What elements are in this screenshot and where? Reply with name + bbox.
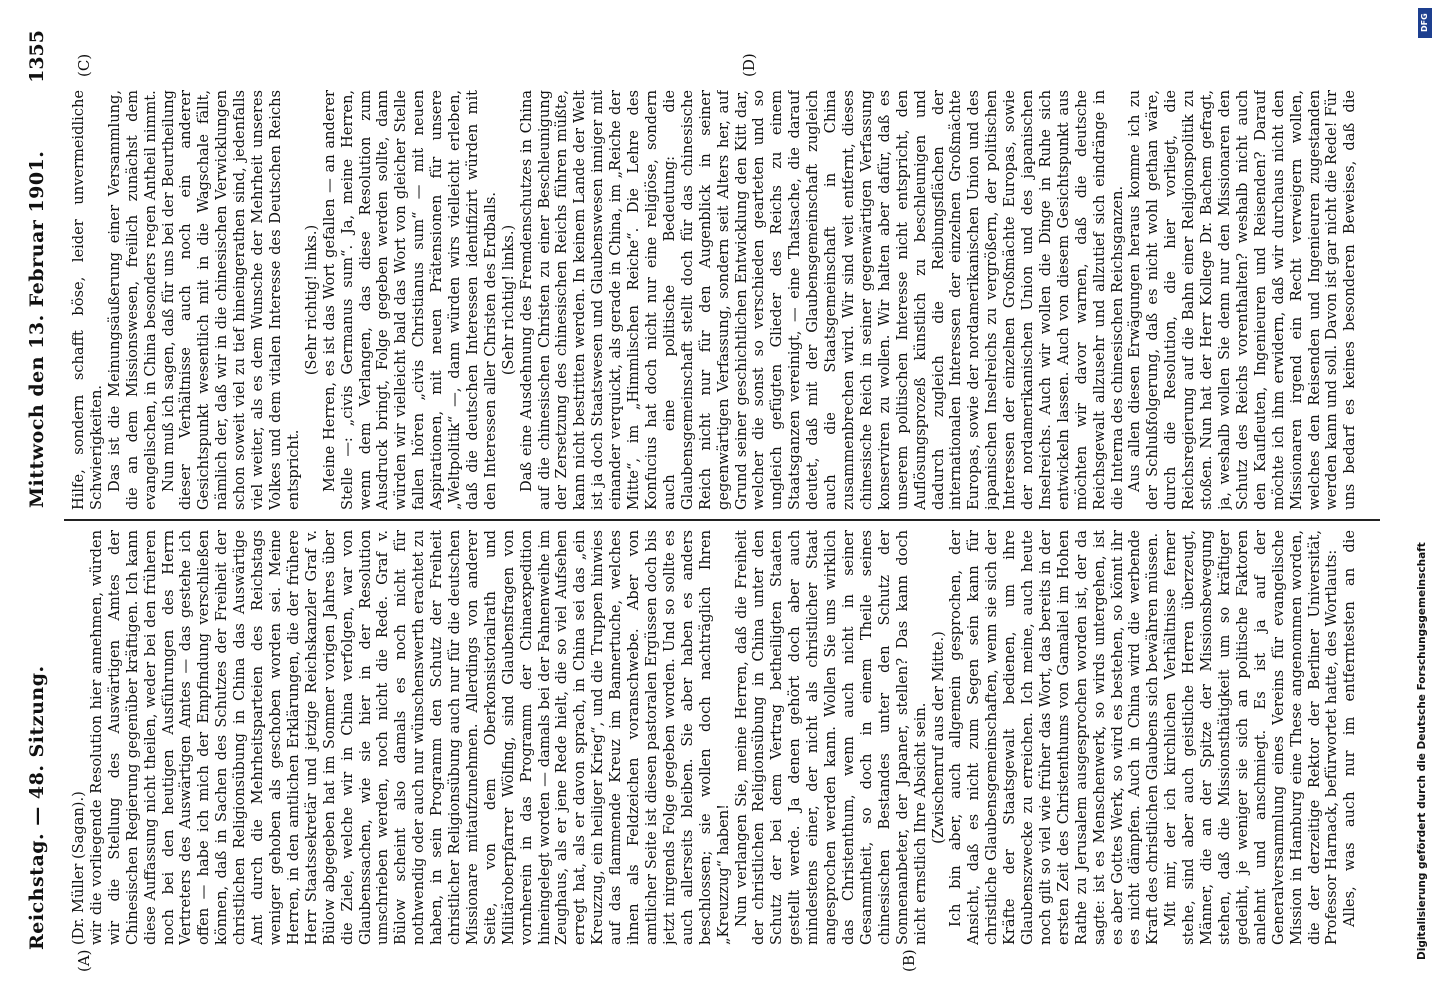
digitization-credit (1416, 20, 1432, 980)
rotated-page (20, 20, 1380, 980)
interjection: (Zwischenruf aus der Mitte.) (929, 631, 947, 844)
margin-marker-c: (C) (75, 53, 93, 77)
paragraph: Ich bin aber, auch allgemein gesprochen, der Ansicht, daß es nicht zum Segen sein kann für christliche Glaubensgemeinschaften, wenn sie sich der Kräfte der Staatsgewalt bedienen, um ihre Glaubenszwecke zu erreichen. Ich meine, auch heute noch gilt so viel wie früher das Wort, das bereits in der ersten Zeit des Christenthums von Gamaliel im Hohen Rathe zu Jerusalem ausgesprochen worden ist, der da sagte: ist es Menschenwerk, so wirds untergehen, ist es aber Gottes Werk, so wird es bestehen, so könnt ihr es nicht dämpfen. Auch in China wird die werbende Kraft des christlichen Glaubens sich bewähren müssen. (947, 530, 1162, 945)
paragraph: Nun muß ich sagen, daß für uns bei der Beurtheilung dieser Verhältnisse auch noch ein anderer Gesichtspunkt wesentlich mit in die Wagschale fällt, nämlich der, daß wir in die chinesischen Verwicklungen schon soweit viel zu tief hineingerathen sind, jedenfalls viel weiter, als es dem Wunsche der Mehrheit unseres Volkes und dem vitalen Interesse des Deutschen Reichs entspricht. (159, 90, 302, 510)
margin-marker-a: (A) (75, 949, 93, 972)
margin-marker-b: (B) (900, 949, 918, 972)
column-divider (64, 519, 1380, 521)
page-header (20, 20, 60, 980)
paragraph: Aus allen diesen Erwägungen heraus komme ich zu der Schlußfolgerung, daß es nicht wohl gethan wäre, durch die Resolution, die hier vorliegt, die Reichsregierung auf die Bahn einer Religionspolitik zu stoßen. Nun hat der Herr Kollege Dr. Bachem gefragt, ja, weshalb wollen Sie denn nur den Missionaren den Schutz des Reichs vorenthalten? weshalb nicht auch den Kaufleuten, Ingenieuren und Reisenden? Darauf möchte ich ihm erwidern, daß wir durchaus nicht den Missionaren irgend ein Recht verweigern wollen, welches den Reisenden und Ingenieuren zugestanden werden kann und soll. Davon ist gar nicht die Rede! Für uns bedarf es keines besonderen Beweises, daß die (1126, 90, 1359, 510)
credit-text: Digitalisierung gefördert durch die Deutsche Forschungsgemeinschaft (1416, 542, 1428, 960)
left-column (70, 530, 1360, 945)
paragraph: wir die vorliegende Resolution hier annehmen, würden wir die Stellung des Auswärtigen Amtes der Chinesischen Regierung gegenüber kräftigen. Ich kann diese Auffassung nicht theilen, weder bei den früheren noch bei den heutigen Ausführungen des Herrn Vertreters des Auswärtigen Amtes — das gestehe ich offen — habe ich mich der Empfindung verschließen können, daß in Sachen des Schutzes der Freiheit der christlichen Religionsübung in China das Auswärtige Amt durch die Mehrheitsparteien des Reichstags weniger gehoben als geschoben worden sei. Meine Herren, in den amtlichen Erklärungen, die der frühere Herr Staatssekretär und jetzige Reichskanzler Graf v. Bülow abgegeben hat im Sommer vorigen Jahres über die Ziele, welche wir in China verfolgen, war von Glaubenssachen, wie sie hier in der Resolution umschrieben werden, noch nicht die Rede. Graf v. Bülow scheint also damals es noch nicht für nothwendig oder auch nur wünschenswerth erachtet zu haben, in sein Programm den Schutz der Freiheit christlicher Religionsübung auch nur für die deutschen Missionare mitaufzunehmen. Allerdings von anderer Seite, von dem Oberkonsistorialrath und Militäroberpfarrer Wölfing, sind Glaubensfragen von vornherein in das Programm der Chinaexpedition hineingelegt worden — damals bei der Fahnenweihe im Zeughaus, als er jene Rede hielt, die so viel Aufsehen erregt hat, als er davon sprach, in China sei das „ein Kreuzzug, ein heiliger Krieg“, und die Truppen hinwies auf das flammende Kreuz im Bannertuche, welches ihnen als Feldzeichen voranschwebe. Aber von amtlicher Seite ist diesen pastoralen Ergüssen doch bis jetzt nirgends Folge gegeben worden. Und so sollte es auch allerseits bleiben. Sie aber haben es anders beschlossen; sie wollen doch nachträglich Ihren „Kreuzzug“ haben! (87, 530, 732, 945)
dfg-logo: DFG (1418, 8, 1432, 38)
paragraph: Das ist die Meinungsäußerung einer Versammlung, die an dem Missionswesen, freilich zunächst dem evangelischen, in China besonders regen Antheil nimmt. (105, 90, 159, 510)
page-number: 1355 (26, 30, 48, 83)
interjection: (Sehr richtig! links.) (302, 224, 320, 376)
paragraph: Mit mir, der ich kirchlichen Verhältnisse ferner stehe, sind aber auch geistliche Herren überzeugt, Männer, die an der Spitze der Missionsbewegung stehen, daß die Missionsthätigkeit um so kräftiger gedeiht, je weniger sie sich an politische Faktoren anlehnt und anschmiegt. Es ist ja auf der Generalversammlung eines Vereins für evangelische Mission in Hamburg eine These angenommen worden, die der derzeitige Rektor der Berliner Universität, Professor Harnack, befürwortet hatte, des Wortlauts: (1162, 530, 1341, 945)
margin-marker-d: (D) (740, 53, 758, 77)
quotation: Alles, was auch nur im entferntesten an die (1341, 530, 1359, 927)
header-session: Reichstag. — 48. Sitzung. (26, 665, 48, 950)
header-date: Mittwoch den 13. Februar 1901. (26, 150, 48, 508)
right-column (70, 90, 1360, 510)
paragraph: Hilfe, sondern schafft böse, leider unvermeidliche Schwierigkeiten. (70, 90, 105, 510)
speaker-line: (Dr. Müller (Sagan).) (70, 791, 87, 945)
paragraph: Nun verlangen Sie, meine Herren, daß die Freiheit der christlichen Religionsübung in China unter den Schutz der bei dem Vertrag betheiligten Staaten gestellt werde. Ja denen gehört doch aber auch mindestens einer, der nicht als christlicher Staat angesprochen werden kann. Wollen Sie uns wirklich das Christenthum, wenn auch nicht in seiner Gesammtheit, so doch in einem Theile seines chinesischen Bestandes unter den Schutz der Sonnenanbeter, der Japaner, stellen? Das kann doch nicht ernstlich Ihre Absicht sein. (732, 530, 929, 945)
interjection: (Sehr richtig! links.) (499, 224, 517, 376)
paragraph: Meine Herren, es ist das Wort gefallen — an anderer Stelle —: „civis Germanus sum“. Ja, meine Herren, wenn dem Verlangen, das diese Resolution zum Ausdruck bringt, Folge gegeben werden sollte, dann würden wir vielleicht bald das Wort von gleicher Stelle fallen hören „civis Christianus sum“ — mit neuen Aspirationen, mit neuen Prätensionen für unsere „Weltpolitik“ —, dann würden wirs vielleicht erleben, daß die deutschen Interessen identifizirt würden mit den Interessen aller Christen des Erdballs. (320, 90, 499, 510)
paragraph: Daß eine Ausdehnung des Fremdenschutzes in China auf die chinesischen Christen zu einer Beschleunigung der Zersetzung des chinesischen Reichs führen müßte, kann nicht bestritten werden. In keinem Lande der Welt ist ja doch Staatswesen und Glaubenswesen inniger mit einander verquickt, als gerade in China, im „Reiche der Mitte“, im „Himmlischen Reiche“. Die Lehre des Konfucius hat doch nicht nur eine religiöse, sondern auch eine politische Bedeutung: die Glaubensgemeinschaft stellt doch für das chinesische Reich nicht nur für den Augenblick in seiner gegenwärtigen Verfassung, sondern seit Alters her, auf Grund seiner geschichtlichen Entwicklung den Kitt dar, welcher die sonst so verschieden gearteten und so ungleich gefügten Glieder des Reichs zu einem Staatsganzen vereinigt, — eine Thatsache, die darauf deutet, daß mit der Glaubensgemeinschaft zugleich auch die Staatsgemeinschaft in China zusammenbrechen wird. Wir sind weit entfernt, dieses chinesische Reich in seiner gegenwärtigen Verfassung konserviren zu wollen. Wir halten aber dafür, daß es unserem politischen Interesse nicht entspricht, den Auflösungsprozeß künstlich zu beschleunigen und dadurch zugleich die Reibungsflächen der internationalen Interessen der einzelnen Großmächte Europas, sowie der nordamerikanischen Union und des japanischen Inselreichs zu vergrößern, der politischen Interessen der einzelnen Großmächte Europas, sowie der nordamerikanischen Union und des japanischen Inselreichs. Auch wir wollen die Dinge in Ruhe sich entwickeln lassen. Auch von diesem Gesichtspunkt aus möchten wir davor warnen, daß die deutsche Reichsgewalt allzusehr und allzutief sich eindränge in die Interna des chinesischen Reichsganzen. (517, 90, 1126, 510)
